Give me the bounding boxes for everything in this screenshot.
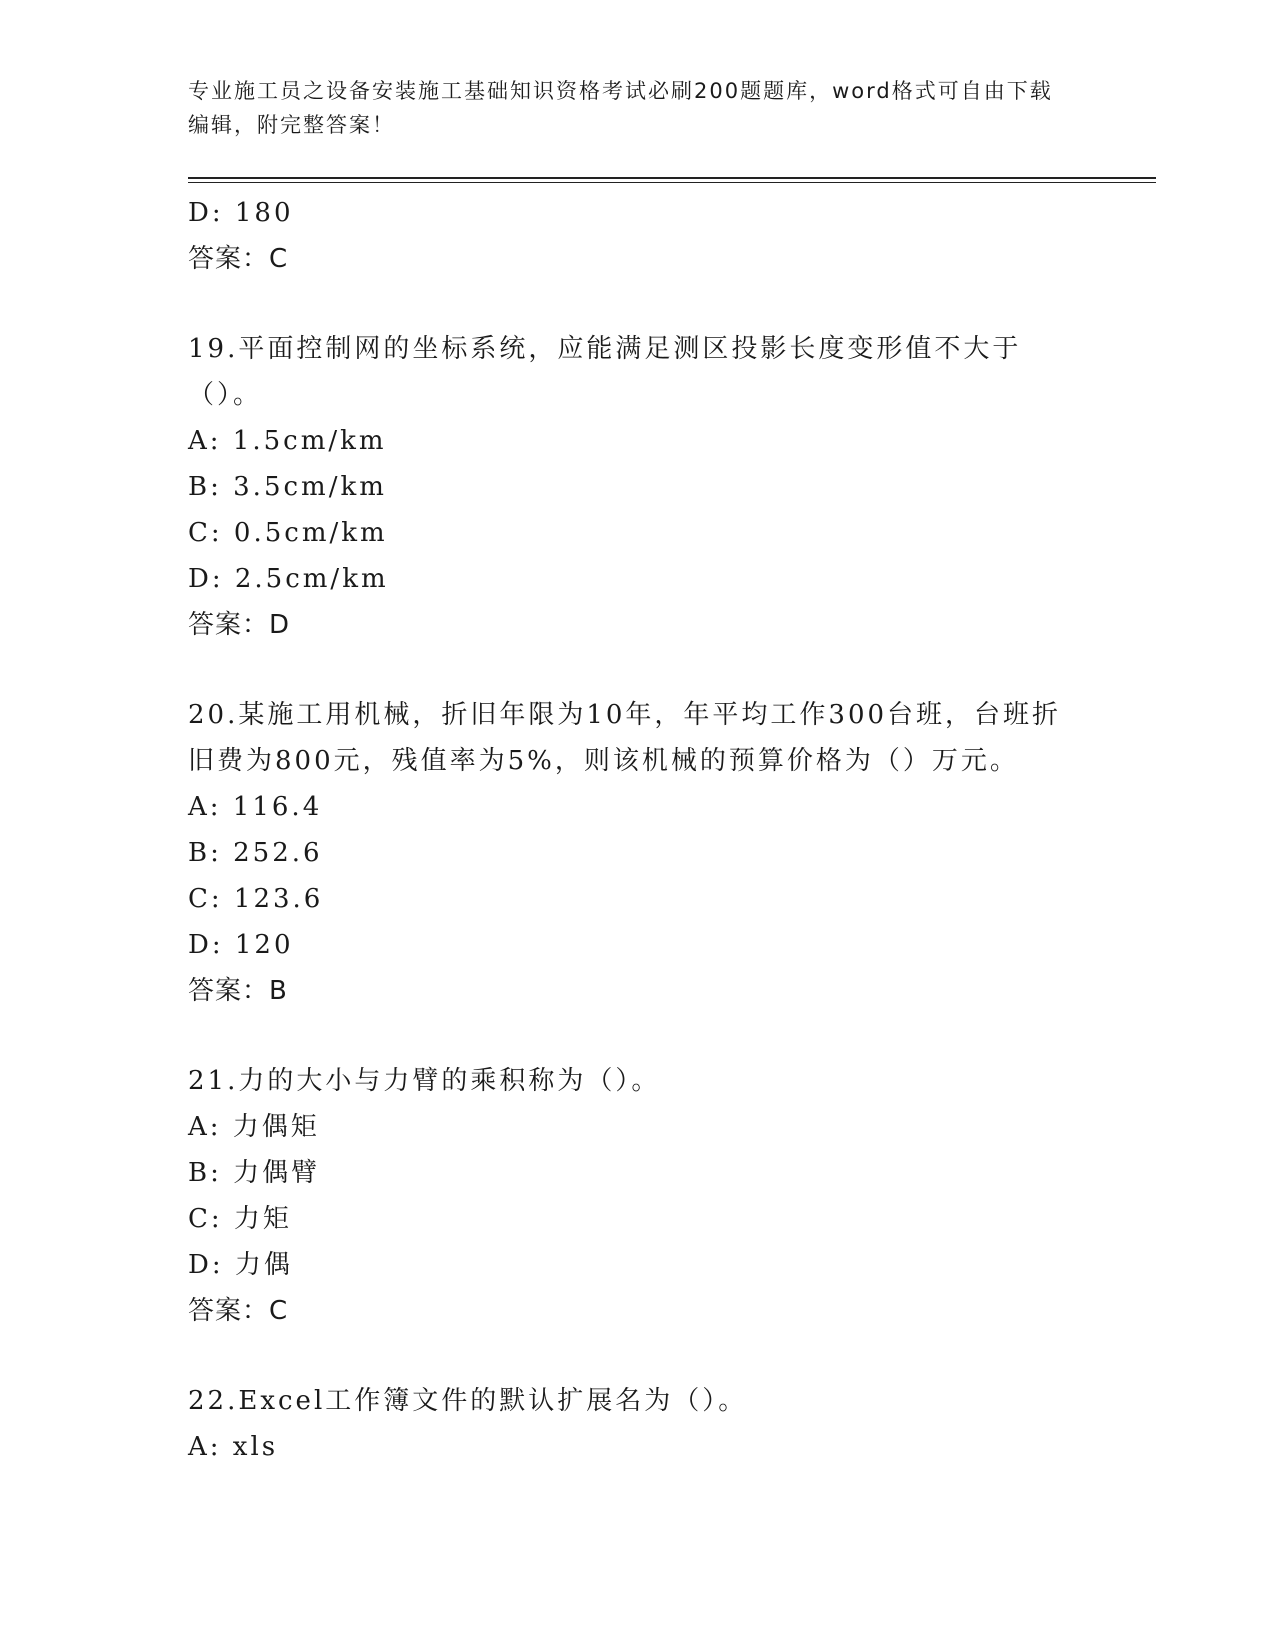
option-b: B: 力偶臂 xyxy=(188,1158,321,1188)
option-a: A: 116.4 xyxy=(188,792,323,822)
option-c: C: 0.5cm/km xyxy=(188,518,388,548)
question-stem: 22.Excel工作簿文件的默认扩展名为（）。 xyxy=(188,1386,748,1416)
spacer xyxy=(188,282,1068,326)
option-c: C: 力矩 xyxy=(188,1204,292,1234)
header-divider-thin xyxy=(188,182,1156,183)
previous-question-tail xyxy=(188,190,1068,282)
question-21 xyxy=(188,1058,1068,1334)
spacer xyxy=(188,1014,1068,1058)
option-a: A: 力偶矩 xyxy=(188,1112,320,1142)
answer-line: 答案：C xyxy=(188,1296,289,1326)
option-a: A: xls xyxy=(188,1432,279,1462)
question-20 xyxy=(188,692,1068,1014)
answer-line: 答案：B xyxy=(188,976,288,1006)
option-b: B: 252.6 xyxy=(188,838,323,868)
header-divider-thick xyxy=(188,177,1156,179)
option-d: D: 180 xyxy=(188,198,294,228)
question-stem: 21.力的大小与力臂的乘积称为（）。 xyxy=(188,1066,661,1096)
question-content xyxy=(188,190,1068,1470)
document-header: 专业施工员之设备安装施工基础知识资格考试必刷200题题库，word格式可自由下载编辑，附完整答案！ xyxy=(188,79,1053,137)
question-22 xyxy=(188,1378,1068,1470)
question-19 xyxy=(188,326,1068,648)
question-stem: 20.某施工用机械，折旧年限为10年，年平均工作300台班，台班折旧费为800元，残值率为5%，则该机械的预算价格为（）万元。 xyxy=(188,700,1062,776)
option-d: D: 2.5cm/km xyxy=(188,564,389,594)
option-d: D: 力偶 xyxy=(188,1250,293,1280)
option-a: A: 1.5cm/km xyxy=(188,426,387,456)
answer-line: 答案：C xyxy=(188,244,289,274)
question-stem: 19.平面控制网的坐标系统，应能满足测区投影长度变形值不大于（）。 xyxy=(188,334,1022,410)
option-b: B: 3.5cm/km xyxy=(188,472,387,502)
option-d: D: 120 xyxy=(188,930,294,960)
option-c: C: 123.6 xyxy=(188,884,324,914)
answer-line: 答案：D xyxy=(188,610,291,640)
spacer xyxy=(188,1334,1068,1378)
spacer xyxy=(188,648,1068,692)
